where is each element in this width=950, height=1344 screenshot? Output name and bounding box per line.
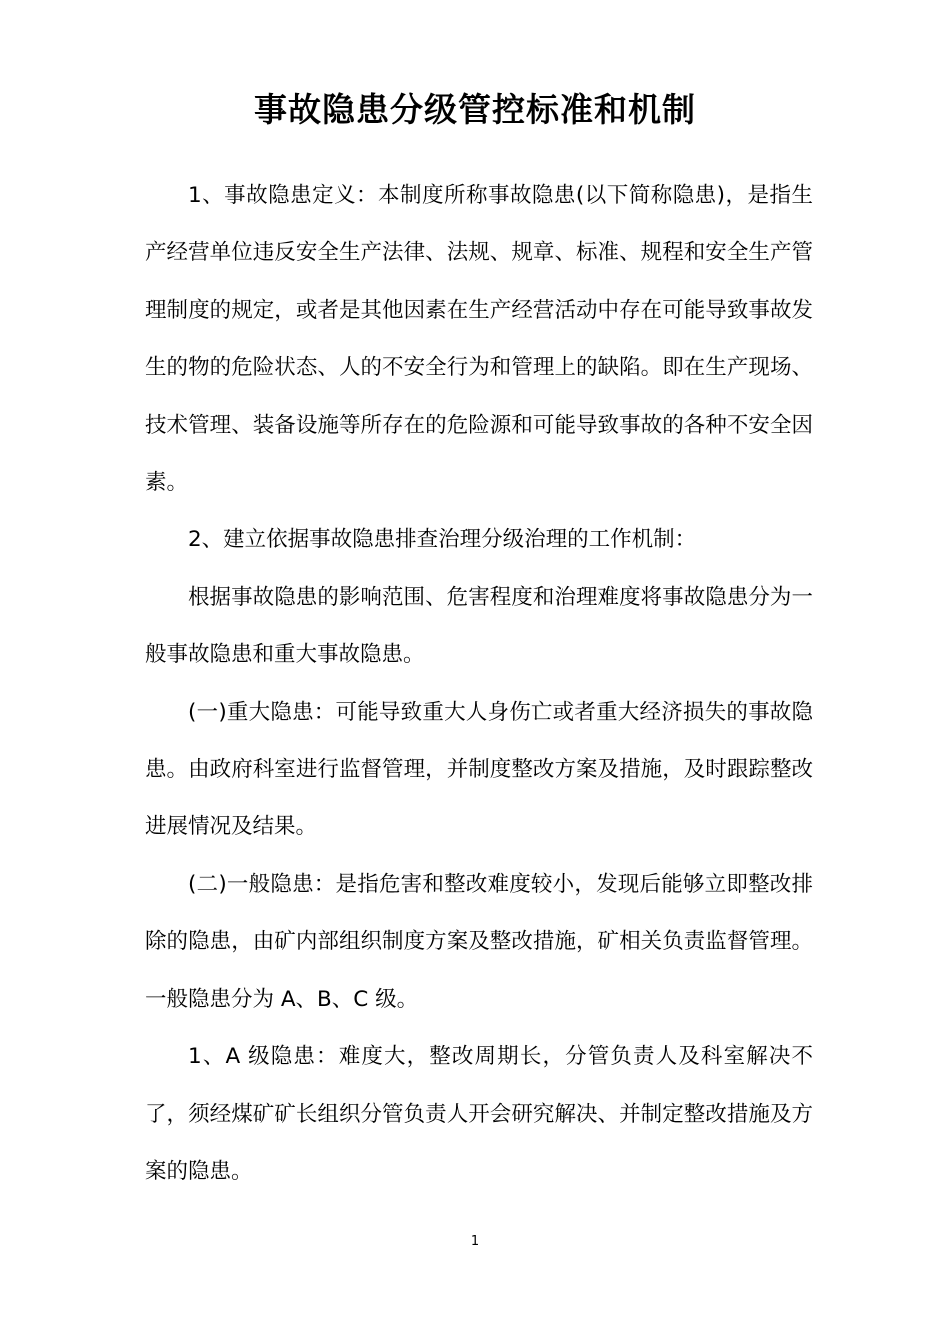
document-title: 事故隐患分级管控标准和机制 bbox=[254, 90, 696, 129]
paragraph-hazard-definition: 1、事故隐患定义：本制度所称事故隐患(以下简称隐患)，是指生产经营单位违反安全生产法律、法规、规章、标准、规程和安全生产管理制度的规定，或者是其他因素在生产经营活动中存在可能导致事故发生的物的危险状态、人的不安全行为和管理上的缺陷。即在生产现场、技术管理、装备设施等所存在的危险源和可能导致事故的各种不安全因素。 bbox=[145, 183, 813, 496]
paragraph-classification-basis: 根据事故隐患的影响范围、危害程度和治理难度将事故隐患分为一般事故隐患和重大事故隐患。 bbox=[145, 584, 813, 668]
document-body bbox=[145, 167, 813, 1200]
paragraph-a-level-hazard: 1、A 级隐患：难度大，整改周期长，分管负责人及科室解决不了，须经煤矿矿长组织分管负责人开会研究解决、并制定整改措施及方案的隐患。 bbox=[145, 1044, 813, 1184]
paragraph-grading-mechanism: 2、建立依据事故隐患排查治理分级治理的工作机制： bbox=[188, 527, 697, 553]
page-number: 1 bbox=[470, 1234, 480, 1249]
paragraph-major-hazard: (一)重大隐患：可能导致重大人身伤亡或者重大经济损失的事故隐患。由政府科室进行监督管理，并制度整改方案及措施，及时跟踪整改进展情况及结果。 bbox=[145, 699, 813, 840]
paragraph-general-hazard: (二)一般隐患：是指危害和整改难度较小，发现后能够立即整改排除的隐患，由矿内部组织制度方案及整改措施，矿相关负责监督管理。一般隐患分为 A、B、C 级。 bbox=[145, 871, 813, 1012]
